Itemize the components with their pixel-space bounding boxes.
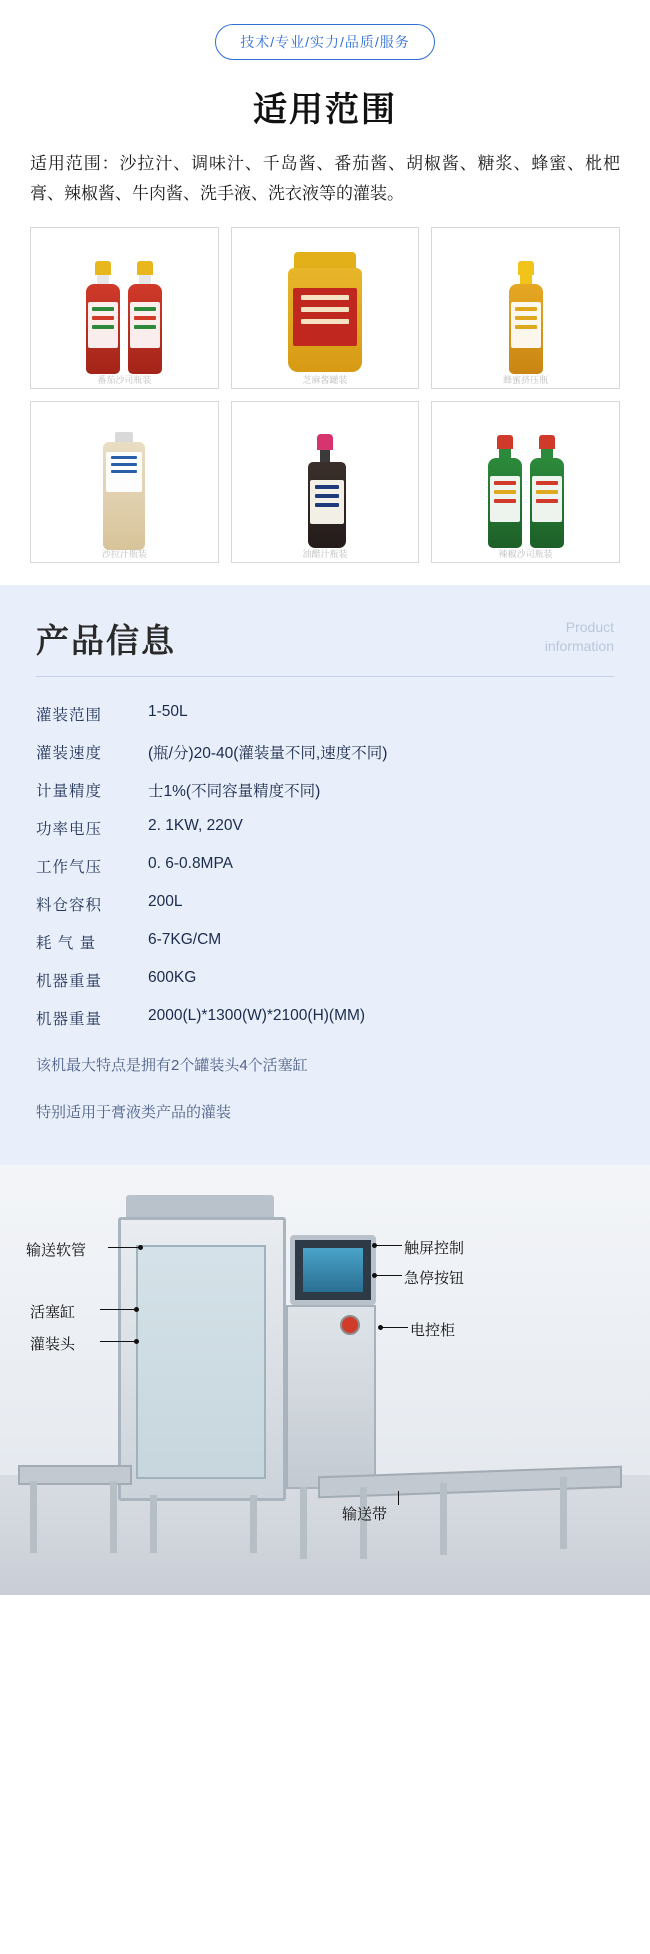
product-photo <box>431 227 620 389</box>
callout-leader-line <box>376 1275 402 1276</box>
photo-caption: 番茄沙司瓶装 <box>97 374 152 385</box>
product-info-subtitle-line1: Product <box>565 618 614 635</box>
spec-value: 1-50L <box>148 702 188 720</box>
product-photo-grid <box>30 227 620 563</box>
product-info-title: 产品信息 <box>36 621 176 659</box>
table-row <box>36 733 614 771</box>
spec-value: 6-7KG/CM <box>148 930 222 948</box>
table-row <box>36 885 614 923</box>
conveyor-leg <box>110 1481 117 1553</box>
table-row <box>36 923 614 961</box>
spec-value: (瓶/分)20-40(灌装量不同,速度不同) <box>148 744 388 762</box>
callout-dot <box>134 1307 139 1312</box>
callout-touchscreen: 触屏控制 <box>404 1239 465 1257</box>
callout-leader-line <box>376 1245 402 1246</box>
product-photo <box>30 401 219 563</box>
spec-label: 功率电压 <box>36 820 103 838</box>
callout-piston: 活塞缸 <box>30 1303 76 1321</box>
table-row <box>36 695 614 733</box>
sesame-paste-jar-icon <box>288 252 362 372</box>
callout-dot <box>134 1339 139 1344</box>
product-info-section <box>0 585 650 1165</box>
callout-estop: 急停按钮 <box>404 1269 465 1287</box>
photo-caption: 蜂蜜挤压瓶 <box>503 374 549 385</box>
spec-value: 200L <box>148 892 183 910</box>
table-row <box>36 999 614 1037</box>
spec-value: 0. 6-0.8MPA <box>148 854 234 872</box>
product-info-header <box>36 615 614 662</box>
photo-caption: 油醋汁瓶装 <box>302 548 348 559</box>
service-badge: 技术/专业/实力/品质/服务 <box>215 24 435 60</box>
conveyor-leg <box>560 1477 567 1549</box>
product-photo <box>431 401 620 563</box>
salad-dressing-bottle-icon <box>103 432 145 550</box>
spec-label: 耗 气 量 <box>36 934 97 952</box>
product-note: 特别适用于膏液类产品的灌装 <box>36 1103 232 1121</box>
spec-value: 2000(L)*1300(W)*2100(H)(MM) <box>148 1006 366 1024</box>
callout-control-cabinet: 电控柜 <box>410 1321 456 1339</box>
ketchup-bottle-icon-2 <box>128 261 162 374</box>
product-note: 该机最大特点是拥有2个罐装头4个活塞缸 <box>36 1056 308 1074</box>
product-info-subtitle <box>545 618 614 662</box>
divider <box>36 676 614 677</box>
callout-leader-line <box>398 1491 399 1505</box>
product-photo <box>231 401 420 563</box>
spec-value: 士1%(不同容量精度不同) <box>148 782 321 800</box>
photo-caption: 辣椒沙司瓶装 <box>498 548 553 559</box>
table-row <box>36 771 614 809</box>
scope-section <box>0 0 650 585</box>
chili-sauce-bottle-icon-2 <box>530 435 564 548</box>
emergency-stop-button <box>340 1315 360 1335</box>
callout-leader-line <box>100 1341 136 1342</box>
spec-label: 料仓容积 <box>36 896 103 914</box>
spec-value: 2. 1KW, 220V <box>148 816 243 834</box>
conveyor-leg <box>30 1481 37 1553</box>
callout-leader-line <box>382 1327 408 1328</box>
spec-label: 灌装范围 <box>36 706 103 724</box>
table-row <box>36 809 614 847</box>
product-photo <box>30 227 219 389</box>
chili-sauce-bottle-icon <box>488 435 522 548</box>
machine-leg <box>250 1495 257 1553</box>
machine-leg <box>300 1487 307 1559</box>
product-info-subtitle-line2: information <box>544 637 614 654</box>
scope-description: 适用范围：沙拉汁、调味汁、千岛酱、番茄酱、胡椒酱、糖浆、蜂蜜、枇杷膏、辣椒酱、牛肉酱、洗手液、洗衣液等的灌装。 <box>30 154 620 203</box>
table-row <box>36 961 614 999</box>
machine-leg <box>150 1495 157 1553</box>
product-photo <box>231 227 420 389</box>
photo-caption: 沙拉汁瓶装 <box>101 548 147 559</box>
ketchup-bottle-icon <box>86 261 120 374</box>
callout-conveyor: 输送带 <box>342 1505 388 1523</box>
callout-dot <box>138 1245 143 1250</box>
spec-label: 机器重量 <box>36 1010 103 1028</box>
callout-leader-line <box>100 1309 136 1310</box>
machine-diagram-section <box>0 1165 650 1595</box>
page-title: 适用范围 <box>253 91 397 129</box>
badge-row <box>0 24 650 60</box>
spec-table <box>36 695 614 1037</box>
spec-label: 机器重量 <box>36 972 103 990</box>
honey-bottle-icon <box>509 261 543 374</box>
table-row <box>36 847 614 885</box>
electric-control-cabinet <box>286 1305 376 1489</box>
callout-hose: 输送软管 <box>26 1241 87 1259</box>
spec-value: 600KG <box>148 968 197 986</box>
photo-caption: 芝麻酱罐装 <box>302 374 348 385</box>
spec-label: 灌装速度 <box>36 744 103 762</box>
touch-screen-panel <box>290 1235 376 1305</box>
machine-glass-door <box>136 1245 266 1479</box>
spec-label: 计量精度 <box>36 782 103 800</box>
vinegar-sauce-bottle-icon <box>308 434 342 548</box>
callout-filling-head: 灌装头 <box>30 1335 76 1353</box>
spec-label: 工作气压 <box>36 858 103 876</box>
conveyor-leg <box>440 1483 447 1555</box>
callout-leader-line <box>108 1247 140 1248</box>
